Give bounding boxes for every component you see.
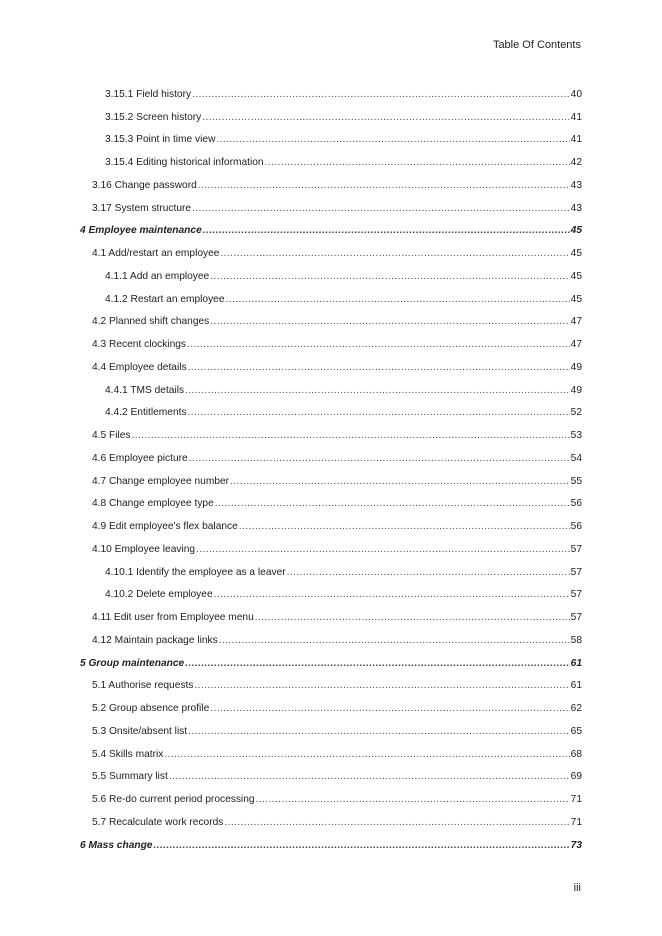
toc-entry-label: 4.1.1 Add an employee <box>105 270 210 282</box>
toc-entry[interactable] <box>80 488 582 511</box>
toc-entry[interactable] <box>80 715 582 738</box>
toc-entry[interactable] <box>80 670 582 693</box>
toc-entry-label: 4.3 Recent clockings <box>92 339 187 350</box>
toc-entry-label: 5.2 Group absence profile <box>92 703 210 714</box>
toc-entry-label: 6 Mass change <box>80 839 153 851</box>
toc-dot-leader <box>202 112 569 124</box>
toc-entry[interactable] <box>80 533 582 556</box>
toc-entry-label: 5.1 Authorise requests <box>92 680 194 692</box>
toc-dot-leader <box>192 89 570 101</box>
toc-entry[interactable] <box>80 556 582 579</box>
toc-dot-leader <box>189 453 570 465</box>
toc-entry[interactable] <box>80 146 582 169</box>
toc-entry-label: 4.9 Edit employee's flex balance <box>92 521 238 532</box>
toc-dot-leader <box>192 203 570 215</box>
toc-entry-label: 4.5 Files <box>92 430 131 441</box>
page-header-title: Table Of Contents <box>492 39 581 51</box>
page-number: iii <box>573 882 581 894</box>
toc-entry-page-number: 54 <box>570 452 582 464</box>
toc-entry-page-number: 61 <box>570 680 582 692</box>
toc-entry[interactable] <box>80 647 582 670</box>
toc-entry-page-number: 57 <box>570 566 582 578</box>
toc-dot-leader <box>215 498 570 510</box>
toc-dot-leader <box>185 385 570 397</box>
toc-dot-leader <box>224 817 569 829</box>
table-of-contents <box>80 78 582 852</box>
toc-dot-leader <box>219 635 570 647</box>
toc-entry-page-number: 57 <box>570 612 582 623</box>
toc-dot-leader <box>132 430 570 442</box>
toc-entry-page-number: 42 <box>570 157 582 168</box>
toc-entry-page-number: 47 <box>570 339 582 350</box>
toc-entry-label: 4.10.2 Delete employee <box>105 589 213 601</box>
toc-entry-label: 4.10.1 Identify the employee as a leaver <box>105 566 286 578</box>
toc-dot-leader <box>226 294 570 306</box>
toc-dot-leader <box>185 658 569 670</box>
toc-entry-label: 5 Group maintenance <box>80 657 185 669</box>
toc-dot-leader <box>188 407 570 419</box>
toc-entry-page-number: 53 <box>570 430 582 441</box>
toc-entry[interactable] <box>80 260 582 283</box>
toc-entry-label: 3.15.1 Field history <box>105 88 192 100</box>
toc-entry-page-number: 45 <box>570 225 582 237</box>
toc-entry-label: 4.6 Employee picture <box>92 452 188 464</box>
toc-entry-label: 5.3 Onsite/absent list <box>92 725 188 737</box>
toc-entry[interactable] <box>80 738 582 761</box>
toc-entry-label: 4.8 Change employee type <box>92 498 214 510</box>
toc-entry-page-number: 71 <box>570 794 582 805</box>
toc-dot-leader <box>196 544 570 556</box>
toc-entry[interactable] <box>80 397 582 420</box>
toc-entry[interactable] <box>80 624 582 647</box>
toc-entry-label: 5.7 Recalculate work records <box>92 816 224 828</box>
toc-dot-leader <box>210 703 569 715</box>
toc-entry-page-number: 45 <box>570 293 582 305</box>
toc-dot-leader <box>216 134 569 146</box>
toc-dot-leader <box>239 521 570 533</box>
toc-entry[interactable] <box>80 510 582 533</box>
toc-dot-leader <box>188 726 570 738</box>
toc-entry[interactable] <box>80 601 582 624</box>
toc-entry[interactable] <box>80 306 582 329</box>
toc-entry[interactable] <box>80 237 582 260</box>
toc-entry[interactable] <box>80 192 582 215</box>
toc-entry-label: 3.16 Change password <box>92 179 197 191</box>
toc-entry-page-number: 43 <box>570 202 582 214</box>
toc-entry[interactable] <box>80 328 582 351</box>
toc-dot-leader <box>187 339 570 351</box>
toc-dot-leader <box>153 840 569 852</box>
toc-dot-leader <box>255 612 570 624</box>
toc-entry-label: 3.15.4 Editing historical information <box>105 157 264 168</box>
toc-entry-page-number: 69 <box>570 771 582 783</box>
toc-entry-page-number: 43 <box>570 179 582 191</box>
toc-entry-label: 4.4 Employee details <box>92 361 187 373</box>
toc-entry-page-number: 56 <box>570 521 582 532</box>
toc-dot-leader <box>203 225 570 237</box>
toc-entry-page-number: 56 <box>570 498 582 510</box>
toc-entry-label: 4.10 Employee leaving <box>92 543 196 555</box>
toc-entry-label: 4.7 Change employee number <box>92 475 230 487</box>
toc-entry[interactable] <box>80 374 582 397</box>
toc-entry[interactable] <box>80 465 582 488</box>
toc-dot-leader <box>210 316 569 328</box>
toc-entry-page-number: 68 <box>570 748 582 760</box>
toc-entry[interactable] <box>80 806 582 829</box>
toc-entry-page-number: 40 <box>570 88 582 100</box>
toc-entry-page-number: 49 <box>570 384 582 396</box>
toc-entry-label: 4.11 Edit user from Employee menu <box>92 612 254 623</box>
toc-entry[interactable] <box>80 692 582 715</box>
toc-entry[interactable] <box>80 829 582 852</box>
toc-entry-label: 3.15.3 Point in time view <box>105 134 216 146</box>
toc-entry-label: 5.6 Re-do current period processing <box>92 794 255 805</box>
toc-entry-page-number: 47 <box>570 316 582 328</box>
toc-entry[interactable] <box>80 283 582 306</box>
toc-entry-page-number: 58 <box>570 634 582 646</box>
toc-entry-page-number: 57 <box>570 589 582 601</box>
toc-dot-leader <box>230 476 570 488</box>
toc-entry-page-number: 71 <box>570 816 582 828</box>
toc-entry-page-number: 65 <box>570 725 582 737</box>
toc-entry-label: 3.15.2 Screen history <box>105 111 202 123</box>
toc-entry-label: 4.1.2 Restart an employee <box>105 293 225 305</box>
toc-dot-leader <box>188 362 570 374</box>
toc-entry-page-number: 52 <box>570 407 582 419</box>
toc-entry-label: 4.2 Planned shift changes <box>92 316 210 328</box>
toc-entry[interactable] <box>80 419 582 442</box>
toc-entry[interactable] <box>80 579 582 602</box>
toc-entry-page-number: 41 <box>570 134 582 146</box>
toc-entry-label: 4 Employee maintenance <box>80 225 202 237</box>
toc-entry-label: 5.4 Skills matrix <box>92 748 164 760</box>
toc-entry-label: 4.12 Maintain package links <box>92 634 218 646</box>
toc-entry-page-number: 45 <box>570 248 582 259</box>
toc-entry-page-number: 62 <box>570 703 582 714</box>
toc-dot-leader <box>220 248 569 260</box>
toc-entry-label: 4.1 Add/restart an employee <box>92 248 220 259</box>
toc-dot-leader <box>265 157 570 169</box>
toc-entry-page-number: 45 <box>570 270 582 282</box>
toc-entry[interactable] <box>80 78 582 101</box>
toc-entry-page-number: 57 <box>570 543 582 555</box>
toc-entry-label: 3.17 System structure <box>92 202 192 214</box>
toc-entry[interactable] <box>80 101 582 124</box>
toc-entry[interactable] <box>80 351 582 374</box>
toc-dot-leader <box>198 180 570 192</box>
toc-entry[interactable] <box>80 124 582 147</box>
toc-dot-leader <box>256 794 570 806</box>
toc-entry[interactable] <box>80 442 582 465</box>
toc-dot-leader <box>169 771 570 783</box>
toc-entry-label: 4.4.2 Entitlements <box>105 407 187 419</box>
toc-entry[interactable] <box>80 761 582 784</box>
toc-entry-page-number: 55 <box>570 475 582 487</box>
toc-dot-leader <box>214 589 570 601</box>
toc-entry[interactable] <box>80 783 582 806</box>
toc-entry-page-number: 49 <box>570 361 582 373</box>
toc-entry-label: 4.4.1 TMS details <box>105 384 185 396</box>
toc-dot-leader <box>287 567 570 579</box>
toc-entry-page-number: 73 <box>570 839 582 851</box>
toc-dot-leader <box>164 749 569 761</box>
toc-dot-leader <box>194 680 569 692</box>
toc-dot-leader <box>210 271 569 283</box>
toc-entry-page-number: 41 <box>570 111 582 123</box>
toc-entry[interactable] <box>80 169 582 192</box>
toc-entry-label: 5.5 Summary list <box>92 771 168 783</box>
toc-entry-page-number: 61 <box>570 657 582 669</box>
toc-entry[interactable] <box>80 215 582 238</box>
